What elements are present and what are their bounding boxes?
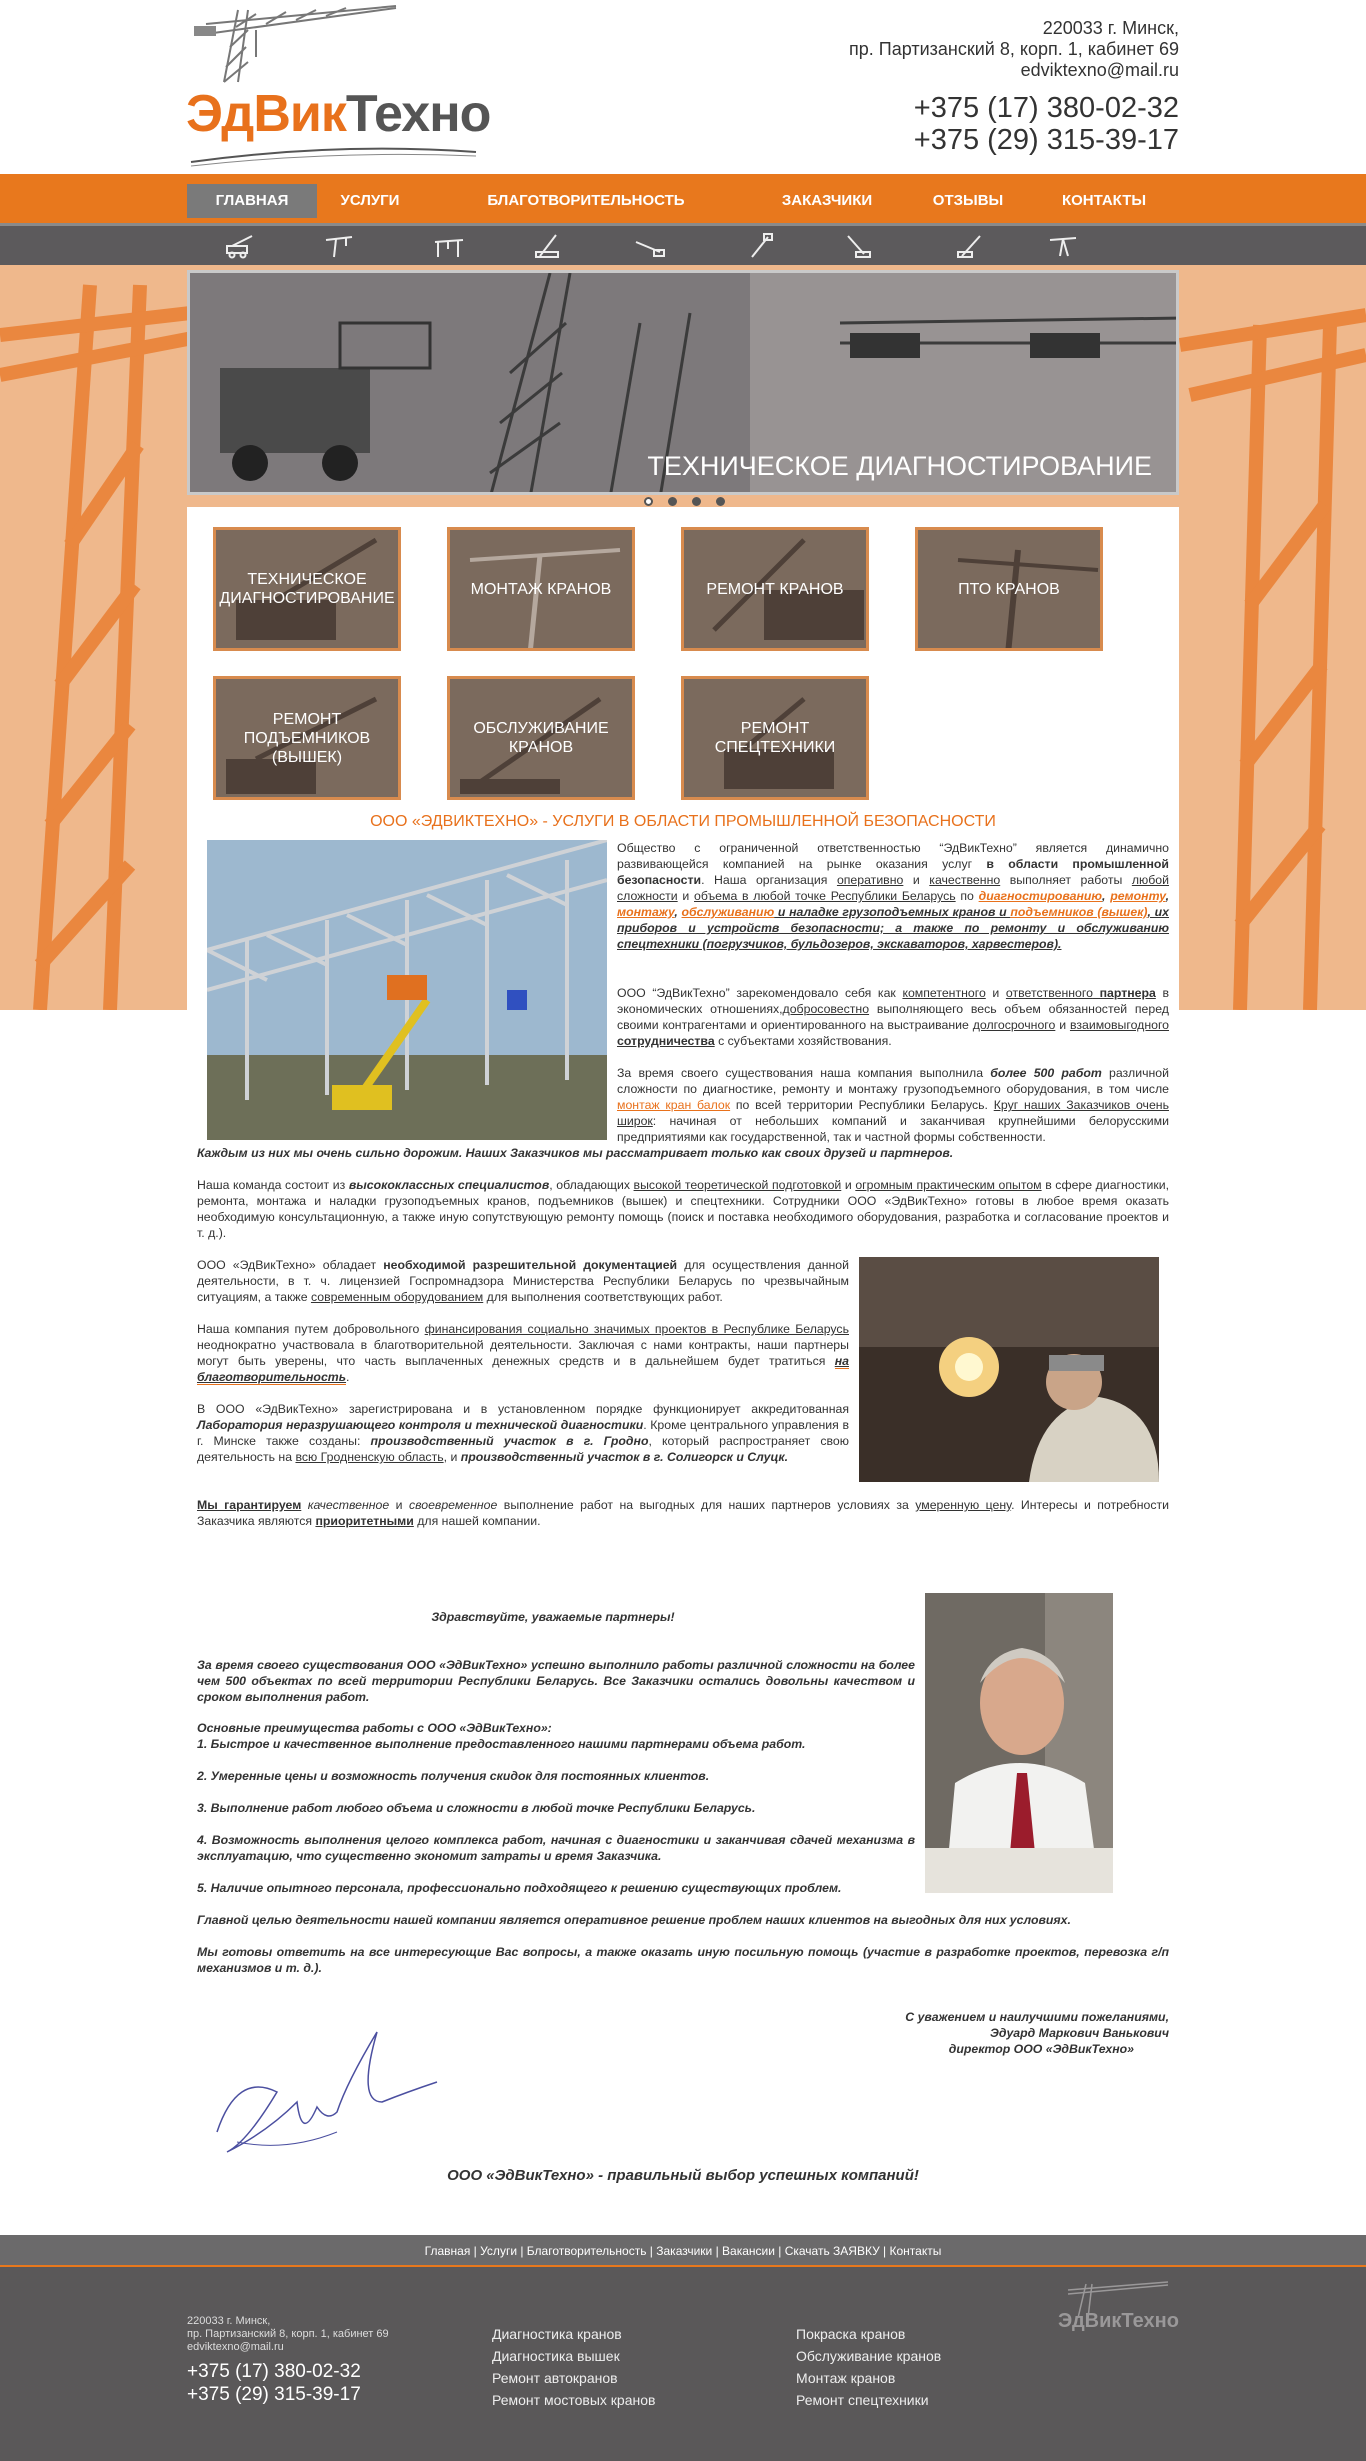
letter-ready: Мы готовы ответить на все интересующие Вас вопросы, а также оказать иную посильную помощь (участие в разработке проектов, перевозка г/п механизмов и т. д.).: [197, 1945, 1169, 1975]
logo-part2: Техно: [345, 85, 491, 143]
footer-address-1: 220033 г. Минск,: [187, 2315, 271, 2327]
about-paragraph-3: За время своего существования наша компания выполнила более 500 работ различной сложности по диагностике, ремонту и монтажу грузоподъемного оборудования, в том числе монтаж кран балок по всей территории Республики Беларусь. Круг наших Заказчиков очень широк: начиная от небольших компаний и заканчивая крупнейшими белорусскими предприятиями как государственной, так и частной формы собственности.: [617, 1066, 1169, 1144]
photo-image: [925, 1593, 1113, 1893]
truck-crane-icon[interactable]: [224, 232, 258, 260]
about-paragraph-3-end: Каждым из них мы очень сильно дорожим. Наших Заказчиков мы рассматривает только как своих друзей и партнеров.: [197, 1146, 954, 1160]
director-photo: [925, 1593, 1113, 1893]
link-crane-beams[interactable]: монтаж кран балок: [617, 1098, 731, 1112]
about-paragraph-6: Наша компания путем добровольного финансирования социально значимых проектов в Республике Беларусь неоднократно участвовала в благотворительной деятельности. Заключая с нами контракты, наши партнеры могут быть уверены, что часть выплаченных денежных средств и в дальнейшем будет тратиться на благотворительность.: [197, 1322, 849, 1384]
logo-swoosh-icon: [186, 142, 486, 172]
about-paragraph-2: ООО “ЭдВикТехно” зарекомендовало себя как компетентного и ответственного партнера в экономических отношениях,добросовестно выполняющего весь объем обязанностей перед своими контрагентами и ориентированного на выстраивание долгосрочного и взаимовыгодного сотрудничества с субъектами хозяйствования.: [617, 986, 1170, 1048]
main-content: [187, 507, 1179, 2235]
main-nav: [0, 174, 1366, 223]
service-label: РЕМОНТ КРАНОВ: [706, 580, 844, 598]
footer-col-1: [492, 2323, 655, 2411]
service-label: МОНТАЖ КРАНОВ: [470, 580, 612, 598]
service-tech-diagnostics[interactable]: [213, 527, 401, 651]
hero-slider[interactable]: [187, 270, 1179, 495]
footer-link[interactable]: Диагностика кранов: [492, 2326, 622, 2342]
mobile-crane-icon[interactable]: [532, 232, 566, 260]
footer-email[interactable]: edviktexno@mail.ru: [187, 2341, 284, 2353]
service-label: ПТО КРАНОВ: [958, 580, 1060, 598]
nav-home[interactable]: ГЛАВНАЯ: [187, 184, 317, 218]
service-special-equipment-repair[interactable]: [681, 676, 869, 800]
footer-col-2: [796, 2323, 941, 2411]
portal-crane-icon[interactable]: [1046, 232, 1080, 260]
about-paragraph-1: Общество с ограниченной ответственностью “ЭдВикТехно” является динамично развивающейся компанией на рынке оказания услуг в области промышленной безопасности. Наша организация оперативно и качественно выполняет работы любой сложности и объема в любой точке Республики Беларусь по диагностированию, ремонту, монтажу, обслуживанию и наладке грузоподъемных кранов и подъемников (вышек), их приборов и устройств безопасности; а также по ремонту и обслуживанию спецтехники (погрузчиков, бульдозеров, экскаваторов, харвестеров).: [617, 841, 1170, 951]
about-paragraph-7: В ООО «ЭдВикТехно» зарегистрирована и в установленном порядке функционирует аккредитованная Лаборатория неразрушающего контроля и технической диагностики. Кроме центрального управления в г. Минске также созданы: производственный участок в г. Гродно, который распространяет свою деятельность на всю Гродненскую область, и производственный участок в г. Солигорск и Слуцк.: [197, 1402, 849, 1464]
crawler-crane-icon[interactable]: [842, 232, 876, 260]
footer-phone1[interactable]: +375 (17) 380-02-32: [187, 2361, 361, 2382]
address-line1: 220033 г. Минск,: [1042, 18, 1179, 38]
letter-advantages-title: Основные преимущества работы с ООО «ЭдВикТехно»:: [197, 1721, 552, 1735]
service-lift-repair[interactable]: [213, 676, 401, 800]
site-header: [0, 0, 1366, 174]
footer-link[interactable]: Ремонт спецтехники: [796, 2392, 929, 2408]
about-paragraph-5: ООО «ЭдВикТехно» обладает необходимой разрешительной документацией для осуществления данной деятельности, в т. ч. лицензией Госпромнадзора Министерства Республики Беларусь по чрезвычайным ситуациям, а также современным оборудованием для выполнения соответствующих работ.: [197, 1258, 849, 1304]
service-crane-maintenance[interactable]: [447, 676, 635, 800]
slide-caption: ТЕХНИЧЕСКОЕ ДИАГНОСТИРОВАНИЕ: [647, 451, 1152, 481]
link-maintenance[interactable]: обслуживанию: [681, 905, 775, 919]
letter-advantage-2: 2. Умеренные цены и возможность получения скидок для постоянных клиентов.: [197, 1769, 710, 1783]
header-phone2[interactable]: +375 (29) 315-39-17: [913, 124, 1179, 156]
letter-goal: Главной целью деятельности нашей компании является оперативное решение проблем наших клиентов на выгодных для них условиях.: [197, 1913, 1071, 1927]
steel-structure-photo: [207, 840, 607, 1140]
letter-advantage-5: 5. Наличие опытного персонала, профессионально подходящего к решению существующих проблем.: [197, 1881, 842, 1895]
footer-link[interactable]: Обслуживание кранов: [796, 2348, 942, 2364]
logo-part1: ЭдВик: [186, 85, 346, 143]
slider-dot-2[interactable]: [668, 497, 677, 506]
service-crane-installation[interactable]: [447, 527, 635, 651]
crane-logo-icon: [186, 2, 426, 92]
logo-text: [186, 84, 490, 144]
about-paragraph-4: Наша команда состоит из высококлассных специалистов, обладающих высокой теоретической подготовкой и огромным практическим опытом в сфере диагностики, ремонта, монтажа и наладки грузоподъемных кранов, подъемников (вышек) и спецтехники. Сотрудники ООО «ЭдВикТехно» готовы в любое время оказать необходимую консультационную, а также иную сопутствующую ремонту помощь (поиск и поставка необходимого оборудования, разработка и согласование проектов и т. д.).: [197, 1178, 1169, 1240]
service-crane-repair[interactable]: [681, 527, 869, 651]
section-title: ООО «ЭДВИКТЕХНО» - УСЛУГИ В ОБЛАСТИ ПРОМЫШЛЕННОЙ БЕЗОПАСНОСТИ: [370, 813, 996, 830]
nav-contacts[interactable]: КОНТАКТЫ: [1061, 192, 1147, 209]
site-footer: [0, 2235, 1366, 2461]
link-diagnostics[interactable]: диагностированию: [978, 889, 1103, 903]
slider-dot-4[interactable]: [716, 497, 725, 506]
footer-link[interactable]: Ремонт автокранов: [492, 2370, 618, 2386]
footer-link[interactable]: Диагностика вышек: [492, 2348, 620, 2364]
header-phone1[interactable]: +375 (17) 380-02-32: [913, 92, 1179, 124]
slider-dot-3[interactable]: [692, 497, 701, 506]
photo-image: [859, 1257, 1159, 1482]
welding-worker-photo: [859, 1257, 1159, 1482]
slider-dots: [0, 495, 1366, 507]
director-signature: [207, 2012, 457, 2162]
service-crane-pto[interactable]: [915, 527, 1103, 651]
letter-intro: За время своего существования ООО «ЭдВикТехно» успешно выполнило работы различной сложности на более чем 500 объектах по всей территории Республики Беларусь. Все Заказчики остались довольны качеством и сроком выполнения работ.: [197, 1658, 915, 1704]
footer-logo-text: ЭдВикТехно: [1058, 2310, 1179, 2332]
footer-link[interactable]: Покраска кранов: [796, 2326, 906, 2342]
footer-contacts: [187, 2315, 389, 2406]
nav-charity[interactable]: БЛАГОТВОРИТЕЛЬНОСТЬ: [487, 192, 685, 209]
address-line2: пр. Партизанский 8, корп. 1, кабинет 69: [849, 39, 1179, 59]
excavator-icon[interactable]: [954, 232, 988, 260]
footer-link[interactable]: Ремонт мостовых кранов: [492, 2392, 656, 2408]
letter-sign-2: Эдуард Маркович Ванькович: [990, 2026, 1169, 2040]
slider-dot-1[interactable]: [644, 497, 653, 506]
machine-icon-bar: [0, 223, 1366, 265]
nav-services[interactable]: УСЛУГИ: [340, 192, 400, 209]
about-paragraph-8: Мы гарантируем качественное и своевременное выполнение работ на выгодных для наших партнеров условиях за умеренную цену. Интересы и потребности Заказчика являются приоритетными для нашей компании.: [197, 1498, 1169, 1528]
letter-advantage-1: 1. Быстрое и качественное выполнение предоставленного нашими партнерами объема работ.: [197, 1737, 806, 1751]
service-label: РЕМОНТ ПОДЪЕМНИКОВ (ВЫШЕК): [243, 710, 371, 766]
nav-reviews[interactable]: ОТЗЫВЫ: [932, 192, 1004, 209]
footer-link[interactable]: Монтаж кранов: [796, 2370, 896, 2386]
tower-crane-icon[interactable]: [322, 232, 356, 260]
header-email[interactable]: edviktexno@mail.ru: [1020, 60, 1179, 80]
footer-logo[interactable]: [1058, 2280, 1178, 2350]
site-logo[interactable]: [186, 2, 496, 172]
footer-links[interactable]: Главная | Услуги | Благотворительность | Заказчики | Вакансии | Скачать ЗАЯВКУ | Контакты: [0, 2235, 1366, 2267]
link-repair[interactable]: ремонту: [1110, 889, 1166, 903]
company-slogan: ООО «ЭдВикТехно» - правильный выбор успешных компаний!: [447, 2167, 919, 2184]
boom-lift-icon[interactable]: [632, 232, 666, 260]
link-lifts[interactable]: подъемников (вышек): [1010, 905, 1148, 919]
header-contacts: [849, 18, 1179, 156]
footer-phone2[interactable]: +375 (29) 315-39-17: [187, 2384, 361, 2405]
service-label: ТЕХНИЧЕСКОЕ ДИАГНОСТИРОВАНИЕ: [219, 571, 395, 607]
link-installation[interactable]: монтажу: [617, 905, 675, 919]
letter-sign-1: С уважением и наилучшими пожеланиями,: [905, 2010, 1169, 2024]
letter-sign-3: директор ООО «ЭдВикТехно»: [948, 2042, 1134, 2056]
service-label: ОБСЛУЖИВАНИЕ КРАНОВ: [473, 720, 609, 756]
footer-address-2: пр. Партизанский 8, корп. 1, кабинет 69: [187, 2328, 389, 2340]
gantry-crane-icon[interactable]: [432, 232, 466, 260]
nav-clients[interactable]: ЗАКАЗЧИКИ: [781, 192, 873, 209]
letter-greeting: Здравствуйте, уважаемые партнеры!: [431, 1610, 675, 1624]
aerial-platform-icon[interactable]: [744, 232, 778, 260]
letter-advantage-4: 4. Возможность выполнения целого комплекса работ, начиная с диагностики и заканчивая сдачей механизма в эксплуатацию, что существенно экономит затраты и время Заказчика.: [197, 1833, 915, 1863]
letter-advantage-3: 3. Выполнение работ любого объема и сложности в любой точке Республики Беларусь.: [197, 1801, 756, 1815]
service-label: РЕМОНТ СПЕЦТЕХНИКИ: [714, 720, 836, 756]
photo-image: [207, 840, 607, 1140]
